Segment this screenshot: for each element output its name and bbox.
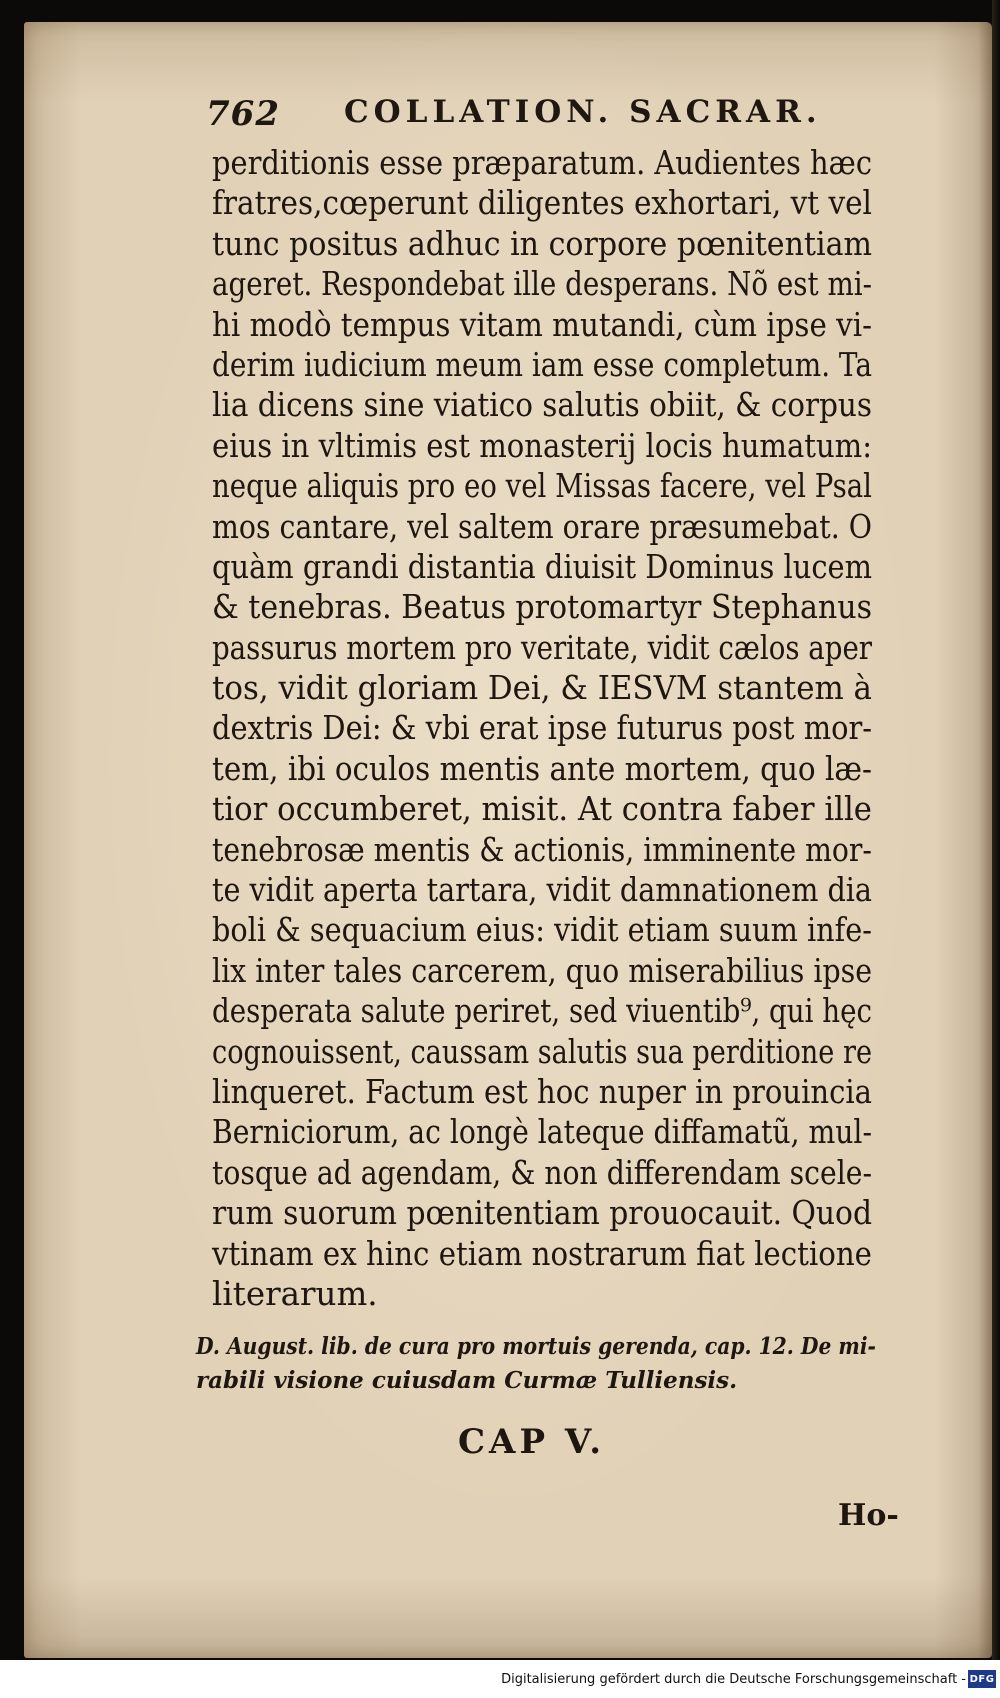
body-line: mos cantare, vel saltem orare præsumebat. O [212, 507, 872, 546]
running-head: COLLATION. SACRAR. [344, 94, 822, 130]
body-line: fratres,cœperunt diligentes exhortari, vt vel [212, 184, 872, 223]
body-line: lia dicens sine viatico salutis obiit, & corpus [212, 386, 873, 425]
body-line: vtinam ex hinc etiam nostrarum fiat lectione [212, 1234, 872, 1273]
body-line: boli & sequacium eius: vidit etiam suum infe- [212, 911, 873, 950]
body-line: passurus mortem pro veritate, vidit cælos aper [212, 628, 873, 667]
body-line: tenebrosæ mentis & actionis, imminente mor- [212, 830, 872, 869]
body-line: literarum. [212, 1274, 378, 1313]
body-line: linqueret. Factum est hoc nuper in prouincia [212, 1072, 872, 1111]
footer-bar [0, 1660, 1000, 1698]
body-line: quàm grandi distantia diuisit Dominus lucem [212, 547, 872, 586]
body-line: ageret. Respondebat ille desperans. Nõ est mi- [212, 265, 872, 304]
page-header [206, 94, 856, 142]
page-number: 762 [206, 94, 280, 134]
body-line: tosque ad agendam, & non differendam scele- [212, 1153, 873, 1192]
marginal-note-line: rabili visione cuiusdam Curmæ Tulliensis. [196, 1367, 738, 1394]
body-text [212, 143, 872, 1314]
dfg-logo-icon: DFG [968, 1670, 996, 1688]
body-line: tos, vidit gloriam Dei, & IESVM stantem à [212, 669, 872, 708]
body-line: dextris Dei: & vbi erat ipse futurus post mor- [212, 709, 872, 748]
body-line: neque aliquis pro eo vel Missas facere, vel Psal [212, 467, 872, 506]
body-line: rum suorum pœnitentiam prouocauit. Quod [212, 1194, 873, 1233]
body-line: cognouissent, caussam salutis sua perditione re [212, 1032, 873, 1071]
body-line: eius in vltimis est monasterij locis humatum: [212, 426, 873, 465]
chapter-heading: CAP V. [458, 1422, 606, 1462]
body-line: tem, ibi oculos mentis ante mortem, quo læ- [212, 749, 872, 788]
body-line: Berniciorum, ac longè lateque diffamatũ, mul- [212, 1113, 872, 1152]
body-line: tunc positus adhuc in corpore pœnitentiam [212, 224, 873, 263]
body-line: perditionis esse præparatum. Audientes hæc [212, 144, 873, 182]
body-line: derim iudicium meum iam esse completum. Ta [212, 345, 873, 384]
footer-credit: Digitalisierung gefördert durch die Deutsche Forschungsgemeinschaft - [501, 1672, 966, 1687]
marginal-note [196, 1330, 876, 1398]
body-line: te vidit aperta tartara, vidit damnationem dia [212, 871, 873, 910]
catchword: Ho- [838, 1498, 899, 1533]
body-line: hi modò tempus vitam mutandi, cùm ipse vi- [212, 305, 873, 344]
marginal-note-line: D. August. lib. de cura pro mortuis gerenda, cap. 12. De mi- [196, 1333, 876, 1360]
body-line: & tenebras. Beatus protomartyr Stephanus [212, 588, 872, 627]
body-line: tior occumberet, misit. At contra faber ille [212, 790, 872, 829]
page-gutter-shadow [978, 22, 992, 1658]
scan-edge [992, 0, 1000, 1660]
body-line: lix inter tales carcerem, quo miserabilius ipse [212, 951, 873, 990]
body-line: desperata salute periret, sed viuentib⁹, qui hęc [212, 992, 873, 1031]
